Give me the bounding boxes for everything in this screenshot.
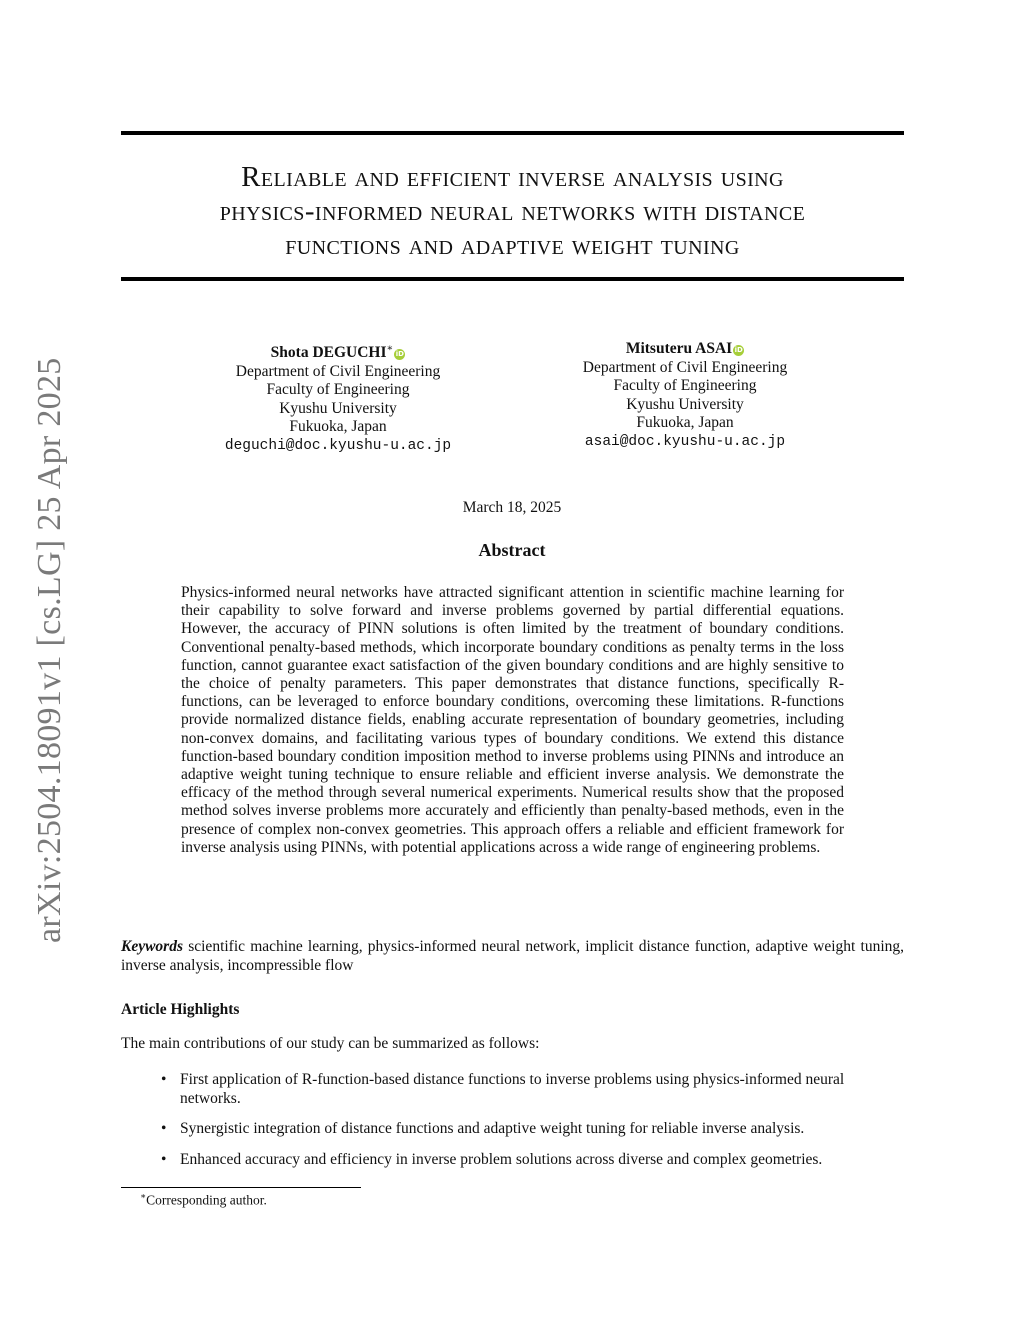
corresponding-marker: ∗ — [386, 343, 394, 354]
author-name: Shota DEGUCHI — [270, 344, 387, 362]
footnote-text: Corresponding author. — [146, 1192, 267, 1208]
bullet-icon: • — [161, 1071, 167, 1088]
abstract-heading: Abstract — [478, 540, 546, 560]
orcid-icon[interactable]: iD — [395, 350, 404, 359]
author-email[interactable]: asai@doc.kyushu-u.ac.jp — [584, 433, 786, 450]
title-line: functions and adaptive weight tuning — [285, 229, 740, 261]
highlight-text: First application of R-function-based distance functions to inverse problems using physics-informed neural networks. — [180, 1071, 845, 1107]
author-department: Department of Civil Engineering — [235, 362, 441, 380]
orcid-icon[interactable]: iD — [734, 346, 743, 354]
abstract-body: Physics-informed neural networks have attracted significant attention in scientific machine learning for their capability to solve forward and inverse problems governed by partial differential equations. However, the accuracy of PINN solutions is often limited by the treatment of boundary conditions. Conventional penalty-based methods, which incorporate boundary conditions as penalty terms in the loss function, cannot guarantee exact satisfaction of the given boundary conditions and are highly sensitive to the choice of penalty parameters. This paper demonstrates that distance functions, specifically R-functions, can be leveraged to enforce boundary conditions, overcoming these limitations. R-functions provide normalized distance fields, enabling accurate representation of boundary geometries, including non-convex domains, and facilitating various types of boundary conditions. We extend this distance function-based boundary condition imposition method to inverse problems using PINNs and introduce an adaptive weight tuning technique to ensure reliable and efficient inverse analysis. We demonstrate the efficacy of the method through several numerical experiments. Numerical results show that the proposed method solves inverse problems more accurately and efficiently than penalty-based methods, even in the presence of complex non-convex geometries. This approach offers a reliable and efficient framework for inverse analysis using PINNs, with potential applications across a wide range of engineering problems. — [181, 584, 844, 856]
author-location: Fukuoka, Japan — [636, 414, 734, 431]
bullet-icon: • — [161, 1150, 167, 1168]
paper-title — [121, 160, 904, 262]
highlights-heading: Article Highlights — [121, 1001, 240, 1018]
title-top-rule — [121, 131, 904, 135]
list-item — [121, 1120, 904, 1139]
keywords-text: scientific machine learning, physics-informed neural network, implicit distance function, adaptive weight tuning, inverse analysis, incompressible flow — [121, 938, 905, 974]
author-name-line — [525, 340, 845, 359]
keywords-label: Keywords — [121, 938, 183, 955]
bullet-icon: • — [161, 1120, 167, 1137]
arxiv-identifier: arXiv:2504.18091v1 [cs.LG] 25 Apr 2025 — [31, 357, 68, 943]
title-line: Reliable and efficient inverse analysis using — [241, 161, 784, 193]
author-name: Mitsuteru ASAI — [625, 340, 733, 357]
keywords-paragraph — [121, 938, 904, 975]
highlight-text: Enhanced accuracy and efficiency in inverse problem solutions across diverse and complex geometries. — [180, 1150, 823, 1168]
footnote-marker: ∗ — [140, 1191, 147, 1201]
highlights-intro: The main contributions of our study can be summarized as follows: — [121, 1035, 540, 1052]
footnote-divider — [121, 1187, 361, 1188]
publication-date: March 18, 2025 — [462, 499, 562, 516]
list-item — [121, 1071, 904, 1108]
author-block-1 — [178, 340, 498, 455]
title-line: physics-informed neural networks with distance — [219, 195, 806, 227]
highlight-text: Synergistic integration of distance functions and adaptive weight tuning for reliable inverse analysis. — [180, 1120, 805, 1137]
author-department: Department of Civil Engineering — [582, 358, 788, 376]
footnote — [140, 1191, 267, 1209]
author-email[interactable]: deguchi@doc.kyushu-u.ac.jp — [224, 437, 452, 454]
author-name-line — [178, 340, 498, 363]
author-university: Kyushu University — [626, 395, 744, 413]
author-faculty: Faculty of Engineering — [266, 381, 410, 399]
title-bottom-rule — [121, 277, 904, 281]
author-block-2 — [525, 340, 845, 451]
author-faculty: Faculty of Engineering — [613, 377, 757, 394]
highlights-list — [121, 1071, 904, 1181]
list-item — [121, 1151, 904, 1170]
author-university: Kyushu University — [279, 399, 397, 417]
author-location: Fukuoka, Japan — [289, 418, 387, 436]
